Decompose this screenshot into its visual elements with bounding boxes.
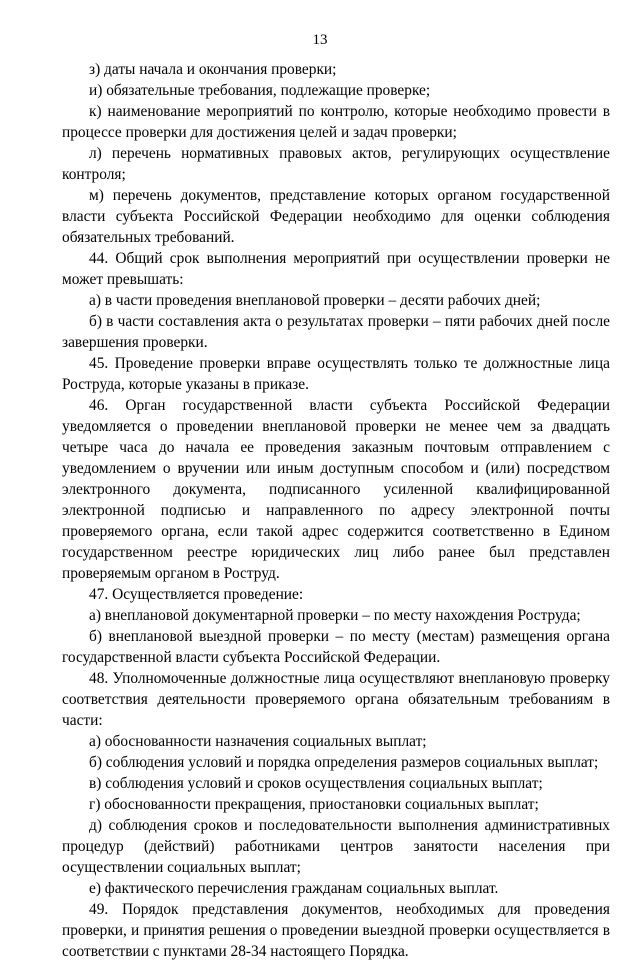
paragraph-47-a: а) внеплановой документарной проверки – по месту нахождения Роструда; xyxy=(89,607,581,624)
paragraph-l: л) перечень нормативных правовых актов, регулирующих осуществление контроля; xyxy=(62,145,610,183)
paragraph-48-v: в) соблюдения условий и сроков осуществления социальных выплат; xyxy=(89,775,543,792)
paragraph-44: 44. Общий срок выполнения мероприятий при осуществлении проверки не может превышать: xyxy=(62,250,610,288)
page-number: 13 xyxy=(312,32,328,48)
paragraph-i: и) обязательные требования, подлежащие проверке; xyxy=(89,82,431,99)
paragraph-48-a: а) обоснованности назначения социальных выплат; xyxy=(89,733,427,750)
paragraph-44-a: а) в части проведения внеплановой проверки – десяти рабочих дней; xyxy=(89,292,541,309)
paragraph-48-g: г) обоснованности прекращения, приостановки социальных выплат; xyxy=(89,796,539,813)
paragraph-46: 46. Орган государственной власти субъекта Российской Федерации уведомляется о проведении внеплановой проверки не менее чем за двадцать четыре часа до начала ее проведения заказным почтовым отправлением с уведомлением о вручении или иным доступным способом и (или) посредством электронного документа, подписанного усиленной квалифицированной электронной подписью и направленного по адресу электронной почты проверяемого органа, если такой адрес содержится соответственно в Едином государственном реестре юридических лиц либо ранее был представлен проверяемым органом в Роструд. xyxy=(62,397,610,582)
paragraph-49: 49. Порядок представления документов, необходимых для проведения проверки, и принятия решения о проведении выездной проверки осуществляется в соответствии с пунктами 28-34 настоящего Порядка. xyxy=(62,901,610,960)
paragraph-m: м) перечень документов, представление которых органом государственной власти субъекта Российской Федерации необходимо для оценки соблюдения обязательных требований. xyxy=(62,187,610,246)
paragraph-47: 47. Осуществляется проведение: xyxy=(89,586,304,603)
paragraph-48-e: е) фактического перечисления гражданам социальных выплат. xyxy=(89,880,499,897)
paragraph-44-b: б) в части составления акта о результатах проверки – пяти рабочих дней после завершения проверки. xyxy=(62,313,610,351)
paragraph-z: з) даты начала и окончания проверки; xyxy=(89,61,337,78)
paragraph-47-b: б) внеплановой выездной проверки – по месту (местам) размещения органа государственной власти субъекта Российской Федерации. xyxy=(62,628,610,666)
paragraph-k: к) наименование мероприятий по контролю, которые необходимо провести в процессе проверки для достижения целей и задач проверки; xyxy=(62,103,610,141)
paragraph-48: 48. Уполномоченные должностные лица осуществляют внеплановую проверку соответствия деятельности проверяемого органа обязательным требованиям в части: xyxy=(62,670,610,729)
paragraph-48-b: б) соблюдения условий и порядка определения размеров социальных выплат; xyxy=(89,754,599,771)
paragraph-45: 45. Проведение проверки вправе осуществлять только те должностные лица Роструда, которые указаны в приказе. xyxy=(62,355,610,393)
paragraph-48-d: д) соблюдения сроков и последовательности выполнения административных процедур (действий) работниками центров занятости населения при осуществлении социальных выплат; xyxy=(62,817,610,876)
document-body xyxy=(62,59,610,962)
